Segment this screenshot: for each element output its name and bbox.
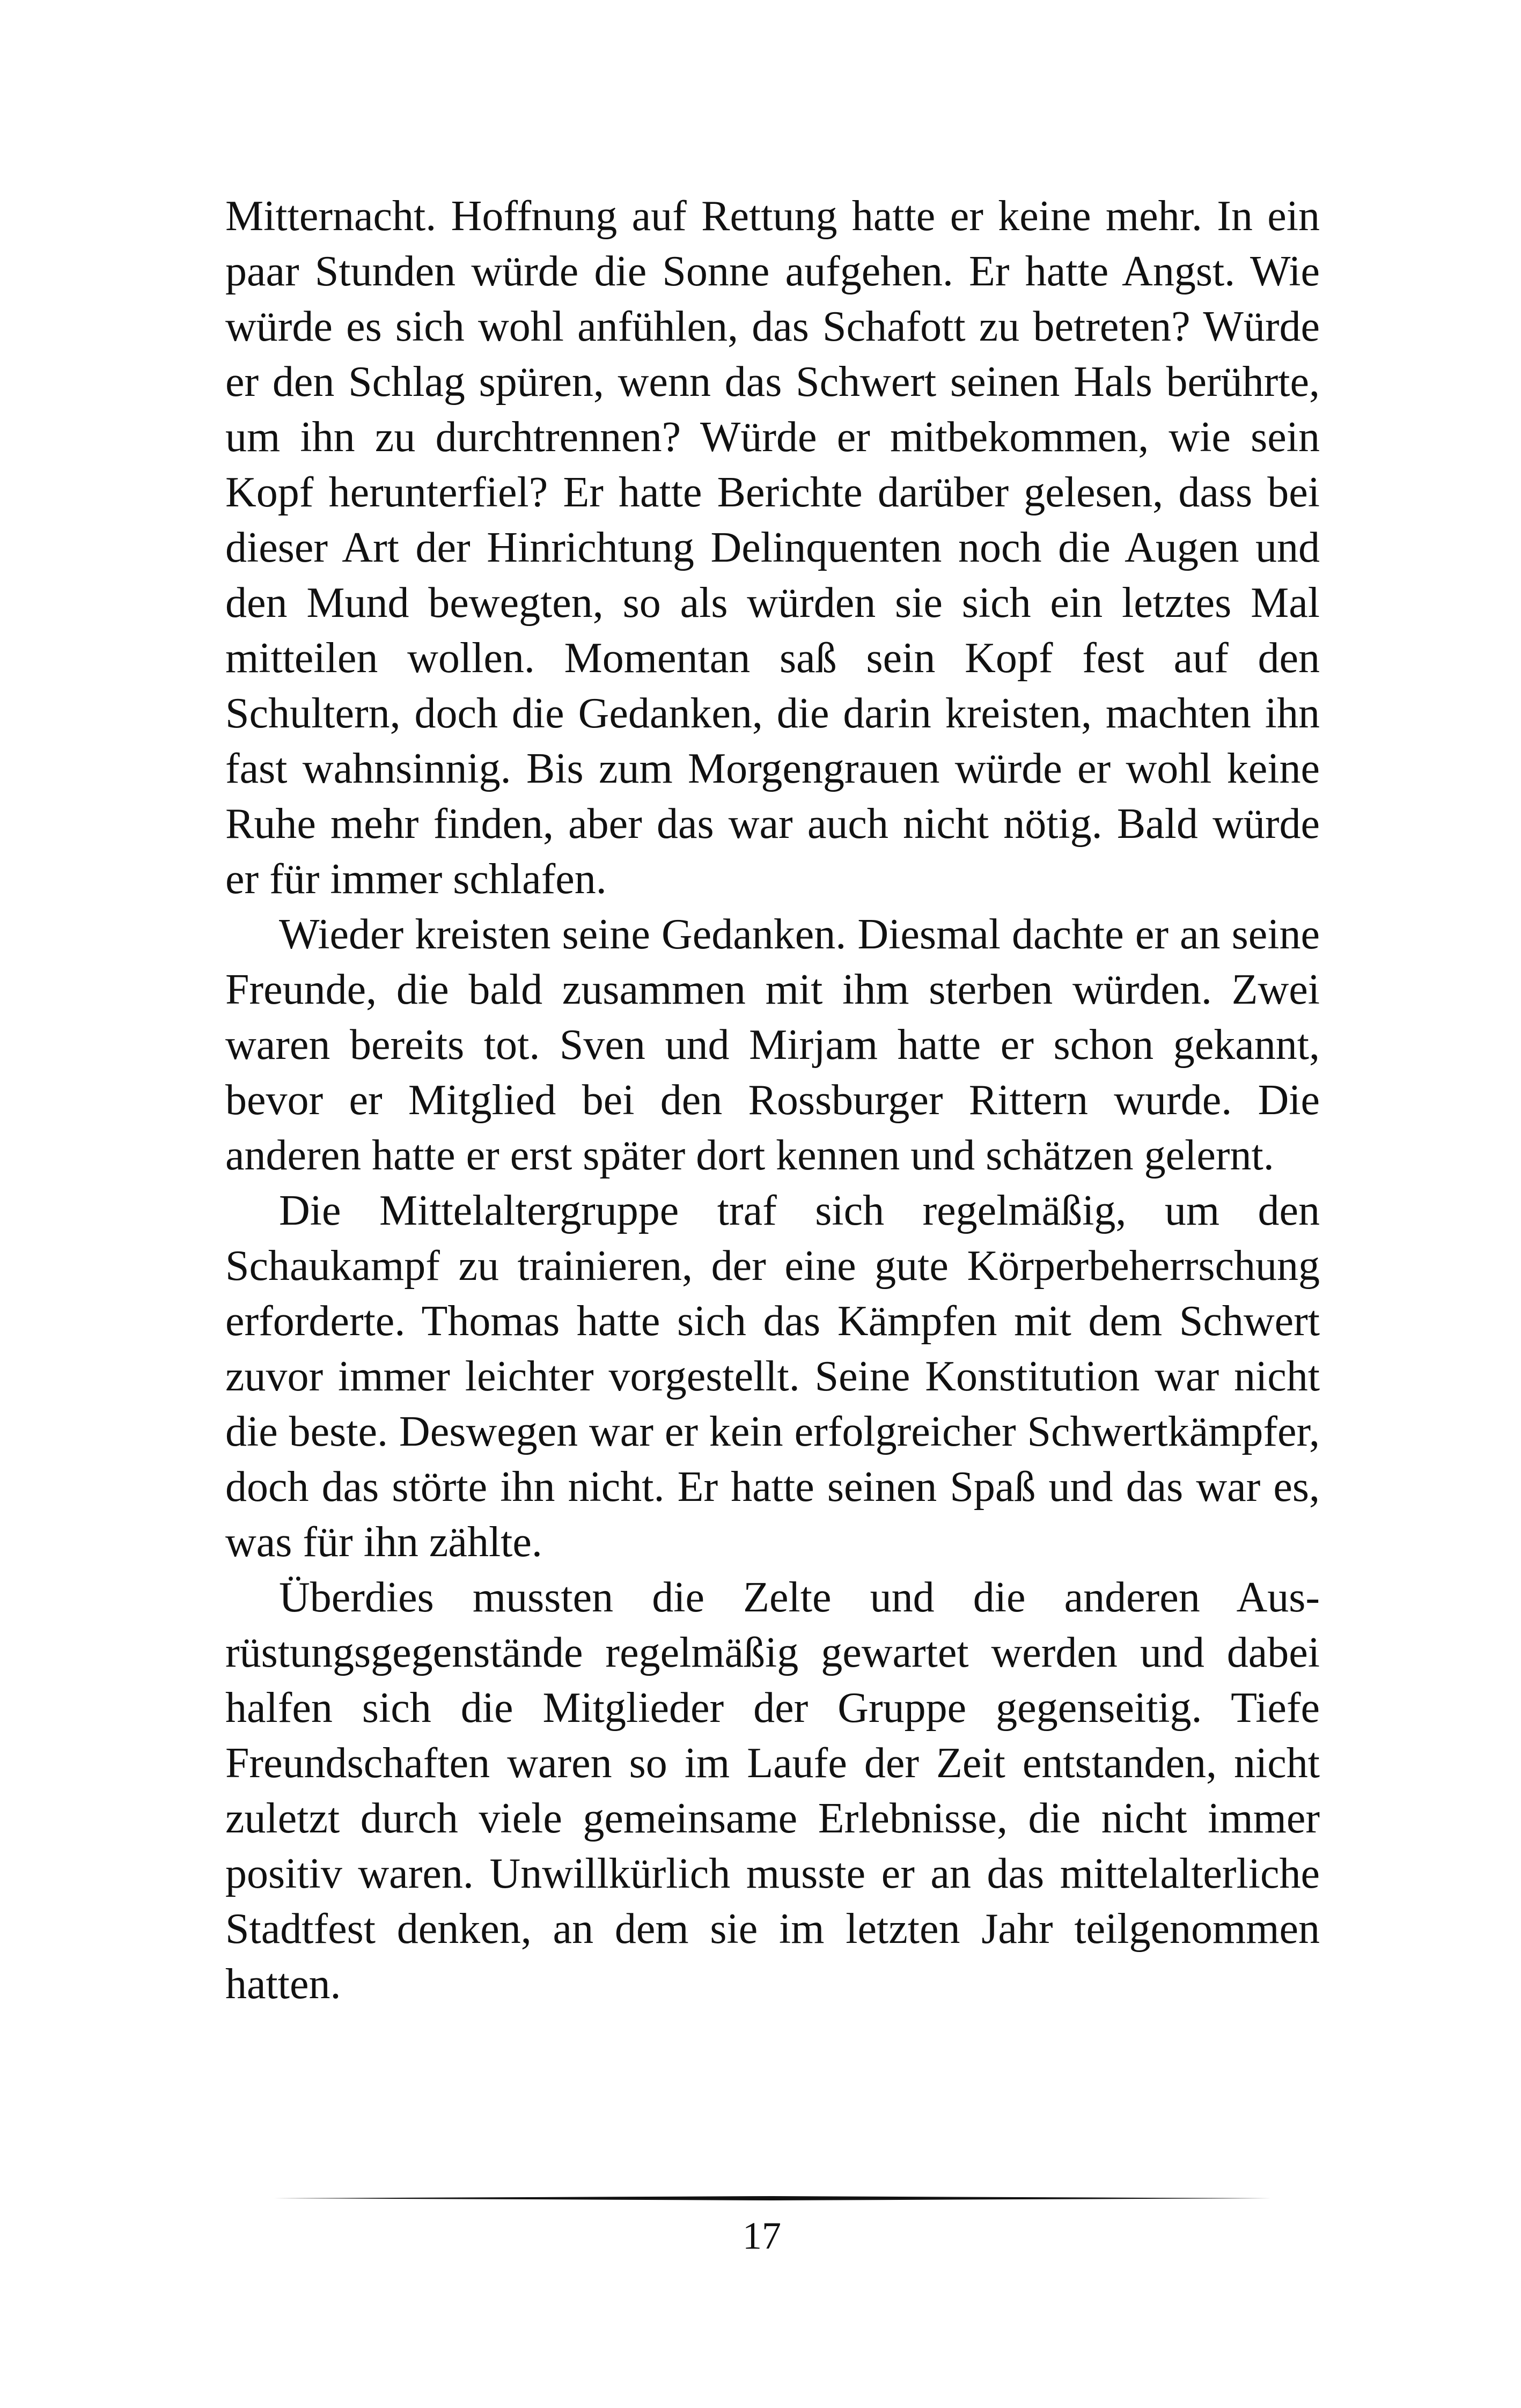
paragraph-4: Überdies mussten die Zelte und die anderen Ausrüstungsgegenstände regelmäßig gewartet werden und dabei halfen sich die Mitglieder der Gruppe gegenseitig. Tiefe Freundschaften waren so im Laufe der Zeit entstanden, nicht zuletzt durch viele gemeinsame Erlebnisse, die nicht immer positiv waren. Unwillkürlich musste er an das mittelalterliche Stadtfest denken, an dem sie im letzten Jahr teilgenommen hatten. [225, 1574, 1320, 2008]
paragraph-2: Wieder kreisten seine Gedanken. Diesmal dachte er an seine Freunde, die bald zusammen mit ihm sterben würden. Zwei waren bereits tot. Sven und Mirjam hatte er schon gekannt, bevor er Mitglied bei den Rossburger Rittern wurde. Die anderen hatte er erst später dort kennen und schätzen gelernt. [225, 911, 1320, 1179]
footer-divider [274, 2196, 1272, 2201]
paragraph-3: Die Mittelaltergruppe traf sich regelmäßig, um den Schaukampf zu trainieren, der eine gute Körperbeherrschung erforderte. Thomas hatte sich das Kämpfen mit dem Schwert zuvor immer leichter vorgestellt. Seine Konstitution war nicht die beste. Deswegen war er kein erfolgreicher Schwertkämpfer, doch das störte ihn nicht. Er hatte seinen Spaß und das war es, was für ihn zählte. [225, 1187, 1320, 1566]
body-text [225, 189, 1320, 2012]
paragraph-1: Mitternacht. Hoffnung auf Rettung hatte er keine mehr. In ein paar Stunden würde die Sonne aufgehen. Er hatte Angst. Wie würde es sich wohl anfühlen, das Schafott zu betreten? Würde er den Schlag spüren, wenn das Schwert seinen Hals berührte, um ihn zu durchtrennen? Würde er mitbekommen, wie sein Kopf herunterfiel? Er hatte Berichte darüber gelesen, dass bei dieser Art der Hinrichtung Delinquenten noch die Augen und den Mund bewegten, so als würden sie sich ein letztes Mal mitteilen wollen. Momentan saß sein Kopf fest auf den Schultern, doch die Gedanken, die darin kreisten, machten ihn fast wahnsinnig. Bis zum Morgengrauen würde er wohl keine Ruhe mehr finden, aber das war auch nicht nötig. Bald würde er für immer schlafen. [225, 193, 1320, 903]
footer-divider-line [274, 2196, 1272, 2201]
page-number: 17 [743, 2214, 781, 2257]
